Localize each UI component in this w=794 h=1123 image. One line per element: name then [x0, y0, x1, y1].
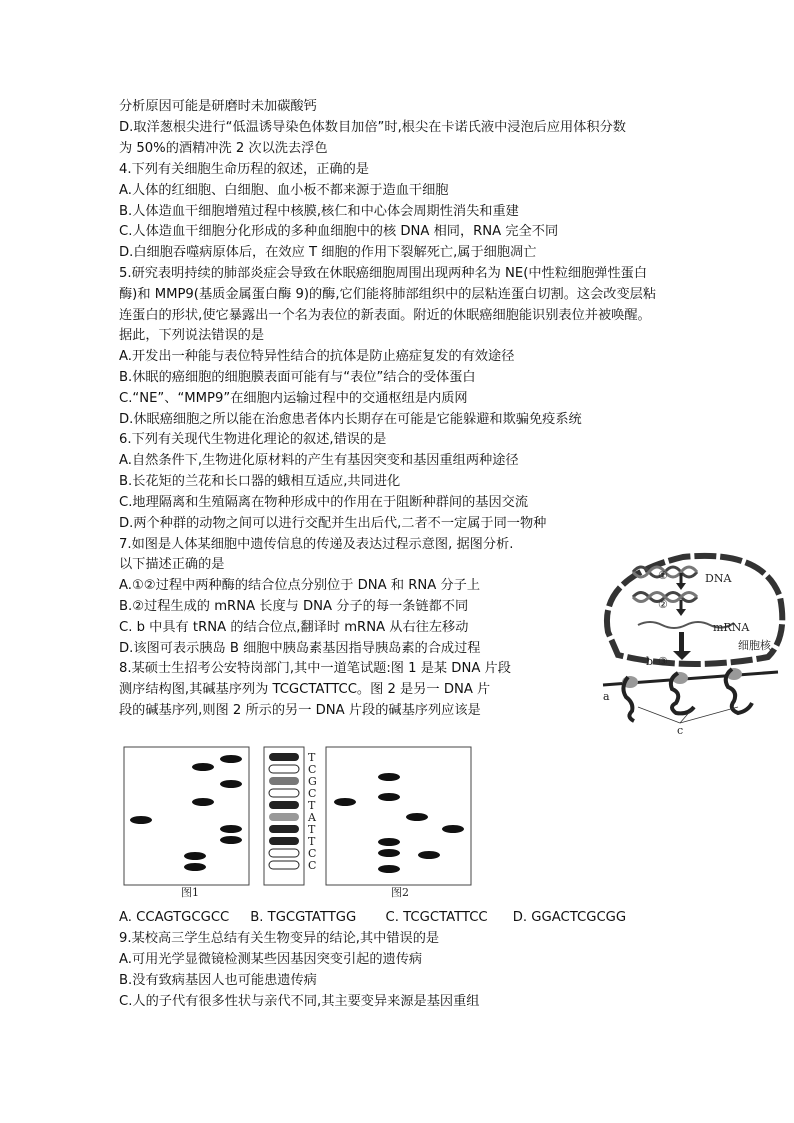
line-3: 为 50%的酒精冲洗 2 次以洗去浮色: [119, 141, 328, 156]
gel1-band: [220, 755, 242, 763]
cell-expression-svg: [588, 537, 788, 737]
option-6d: D.两个种群的动物之间可以进行交配并生出后代,二者不一定属于同一物种: [119, 516, 547, 531]
question-4: 4.下列有关细胞生命历程的叙述，正确的是: [119, 162, 369, 177]
option-5a: A.开发出一种能与表位特异性结合的抗体是防止癌症复发的有效途径: [119, 349, 515, 364]
gel2-band: [378, 773, 400, 781]
gel1-band: [184, 852, 206, 860]
gel1-band: [192, 763, 214, 771]
sequence-letters: [307, 751, 317, 872]
option-4a: A.人体的红细胞、白细胞、血小板不都来源于造血干细胞: [119, 183, 449, 198]
question-8-line3: 段的碱基序列,则图 2 所示的另一 DNA 片段的碱基序列应该是: [119, 703, 481, 718]
option-5c: C.“NE”、“MMP9”在细胞内运输过程中的交通枢纽是内质网: [119, 391, 468, 406]
gel2-band: [406, 813, 428, 821]
label-a: a: [603, 690, 610, 703]
fig1-label: 图1: [181, 886, 199, 899]
gel2-band: [378, 793, 400, 801]
fig2-label: 图2: [391, 886, 409, 899]
question-8-line1: 8.某硕士生招考公安特岗部门,其中一道笔试题:图 1 是某 DNA 片段: [119, 661, 511, 676]
gel-1-frame: [124, 747, 249, 885]
gel1-band: [192, 798, 214, 806]
gel2-band: [418, 851, 440, 859]
label-step1: ①: [658, 569, 668, 582]
label-step2: ②: [658, 598, 668, 611]
option-9a: A.可用光学显微镜检测某些因基因突变引起的遗传病: [119, 952, 423, 967]
gel1-band: [184, 863, 206, 871]
option-6a: A.自然条件下,生物进化原材料的产生有基因突变和基因重组两种途径: [119, 453, 519, 468]
option-9c: C.人的子代有很多性状与亲代不同,其主要变异来源是基因重组: [119, 994, 480, 1009]
option-7b: B.②过程生成的 mRNA 长度与 DNA 分子的每一条链都不同: [119, 599, 469, 614]
option-4d: D.白细胞吞噬病原体后，在效应 T 细胞的作用下裂解死亡,属于细胞凋亡: [119, 245, 537, 260]
gel-2-frame: [326, 747, 471, 885]
option-4c: C.人体造血干细胞分化形成的多种血细胞中的核 DNA 相同，RNA 完全不同: [119, 224, 559, 239]
options-8: A. CCAGTGCGCC B. TGCGTATTGG C. TCGCTATTCC D. GGACTCGCGG: [119, 910, 627, 925]
question-5-line1: 5.研究表明持续的肺部炎症会导致在休眠癌细胞周围出现两种名为 NE(中性粒细胞弹性蛋白: [119, 266, 648, 281]
sequencing-svg: [119, 745, 479, 900]
question-8-line2: 测序结构图,其碱基序列为 TCGCTATTCC。图 2 是另一 DNA 片: [119, 682, 491, 697]
question-5-line4: 据此，下列说法错误的是: [119, 328, 265, 343]
seq-letter: C: [308, 847, 317, 860]
option-6c: C.地理隔离和生殖隔离在物种形成中的作用在于阻断种群间的基因交流: [119, 495, 529, 510]
gel2-band: [442, 825, 464, 833]
option-4b: B.人体造血干细胞增殖过程中核膜,核仁和中心体会周期性消失和重建: [119, 204, 519, 219]
gel1-band: [130, 816, 152, 824]
question-5-line2: 酶)和 MMP9(基质金属蛋白酶 9)的酶,它们能将肺部组织中的层粘连蛋白切割。这会改变层粘: [119, 287, 657, 302]
line-1: 分析原因可能是研磨时未加碳酸钙: [119, 99, 317, 114]
seq-letter: T: [308, 751, 316, 764]
gel1-band: [220, 780, 242, 788]
label-c: c: [677, 724, 684, 737]
seq-letter: T: [308, 799, 316, 812]
line-2: D.取洋葱根尖进行“低温诱导染色体数目加倍”时,根尖在卡诺氏液中浸泡后应用体积分数: [119, 120, 626, 135]
cell-expression-figure: [588, 537, 788, 737]
question-5-line3: 连蛋白的形状,使它暴露出一个名为表位的新表面。附近的休眠癌细胞能识别表位并被唤醒。: [119, 308, 651, 323]
seq-letter: T: [308, 835, 316, 848]
label-nucleus: 细胞核: [738, 639, 771, 652]
nuclear-pore-arrow: [679, 632, 684, 654]
label-dna: DNA: [705, 572, 732, 585]
option-5d: D.休眠癌细胞之所以能在治愈患者体内长期存在可能是它能躲避和欺骗免疫系统: [119, 412, 582, 427]
question-7-line1: 7.如图是人体某细胞中遗传信息的传递及表达过程示意图, 据图分析.: [119, 537, 514, 552]
question-7-line2: 以下描述正确的是: [119, 557, 225, 572]
seq-letter: C: [308, 859, 317, 872]
seq-letter: A: [308, 811, 316, 824]
gel2-band: [378, 838, 400, 846]
seq-letter: G: [308, 775, 317, 788]
seq-letter: C: [308, 763, 317, 776]
seq-letter: C: [308, 787, 317, 800]
option-7d: D.该图可表示胰岛 B 细胞中胰岛素基因指导胰岛素的合成过程: [119, 641, 481, 656]
option-5b: B.休眠的癌细胞的细胞膜表面可能有与“表位”结合的受体蛋白: [119, 370, 476, 385]
label-step3: ③: [658, 655, 668, 668]
gel2-band: [378, 849, 400, 857]
question-9: 9.某校高三学生总结有关生物变异的结论,其中错误的是: [119, 931, 440, 946]
gel2-band: [334, 798, 356, 806]
gel2-band: [378, 865, 400, 873]
dna-sequencing-figure: [119, 745, 479, 900]
option-9b: B.没有致病基因人也可能患遗传病: [119, 973, 317, 988]
question-6: 6.下列有关现代生物进化理论的叙述,错误的是: [119, 432, 387, 447]
option-7c: C. b 中具有 tRNA 的结合位点,翻译时 mRNA 从右往左移动: [119, 620, 469, 635]
gel1-band: [220, 836, 242, 844]
gel1-band: [220, 825, 242, 833]
option-6b: B.长花矩的兰花和长口器的蛾相互适应,共同进化: [119, 474, 401, 489]
label-mrna: mRNA: [713, 621, 750, 634]
label-b: b: [646, 655, 654, 668]
seq-letter: T: [308, 823, 316, 836]
option-7a: A.①②过程中两种酶的结合位点分别位于 DNA 和 RNA 分子上: [119, 578, 481, 593]
